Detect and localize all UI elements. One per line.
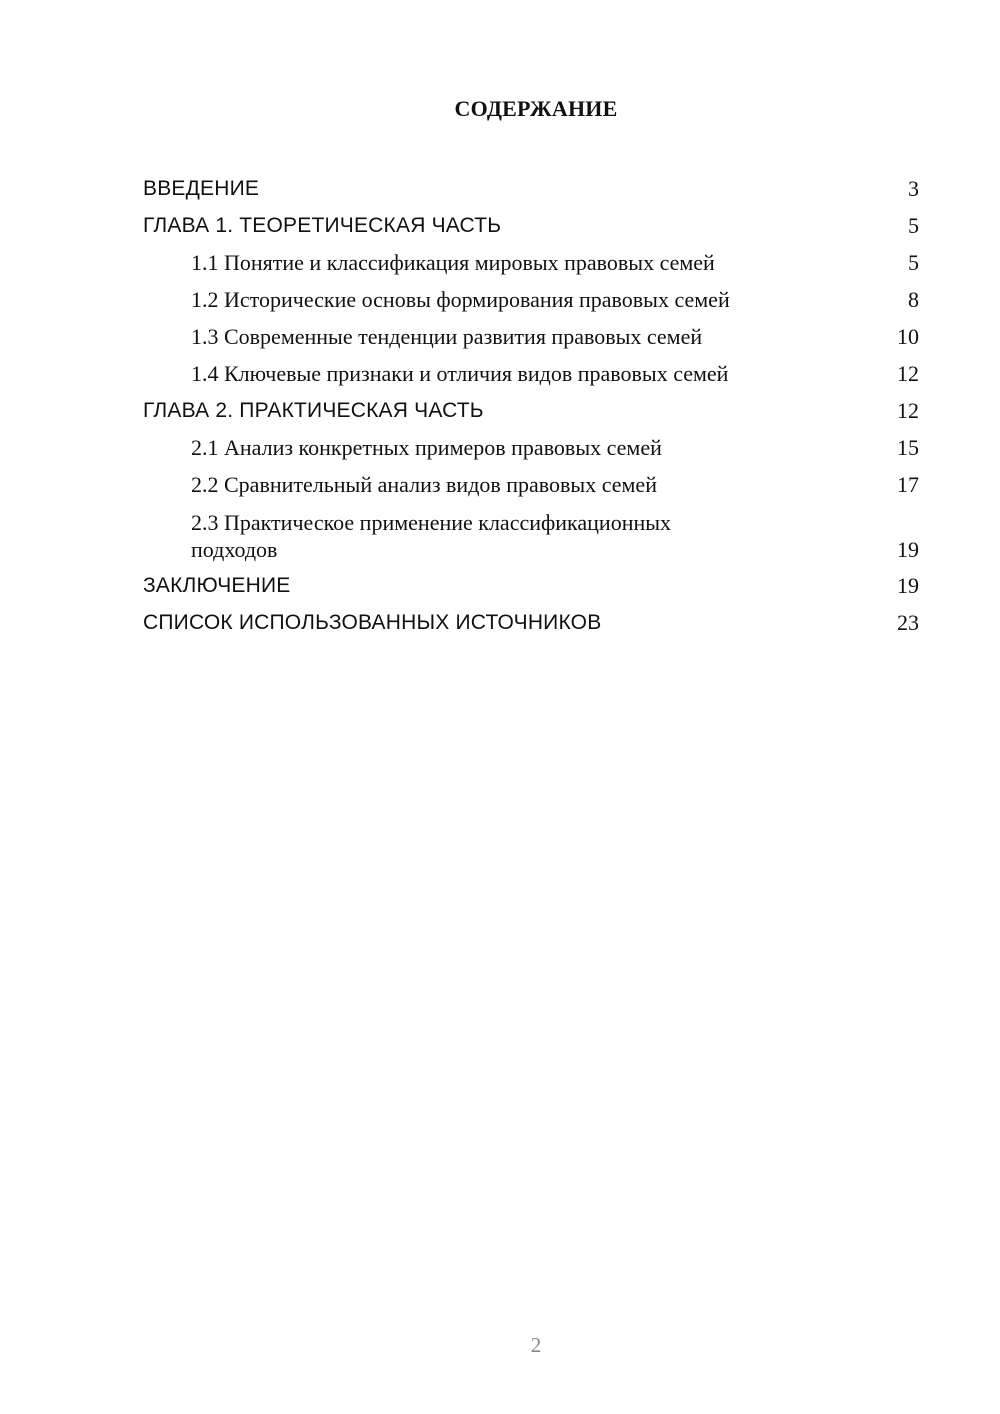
toc-entry-page: 3 xyxy=(908,176,919,201)
toc-entry-section-1-2 xyxy=(143,281,919,318)
page-title: СОДЕРЖАНИЕ xyxy=(454,96,618,121)
toc-entry-references xyxy=(143,604,919,641)
toc-entry-chapter-2 xyxy=(143,392,919,429)
toc-entry-page: 10 xyxy=(897,324,919,349)
toc-entry-section-2-3 xyxy=(143,503,919,567)
toc-entry-introduction xyxy=(143,170,919,207)
toc-entry-label: СПИСОК ИСПОЛЬЗОВАННЫХ ИСТОЧНИКОВ xyxy=(143,611,602,634)
toc-entry-page: 19 xyxy=(897,537,919,562)
toc-entry-label: ГЛАВА 2. ПРАКТИЧЕСКАЯ ЧАСТЬ xyxy=(143,399,484,422)
toc-entry-label: ГЛАВА 1. ТЕОРЕТИЧЕСКАЯ ЧАСТЬ xyxy=(143,214,502,237)
toc-entry-section-2-1 xyxy=(143,429,919,466)
toc-entry-page: 12 xyxy=(897,361,919,386)
toc-entry-label: 1.1 Понятие и классификация мировых правовых семей xyxy=(191,250,715,275)
toc-entry-label: ЗАКЛЮЧЕНИЕ xyxy=(143,574,291,597)
toc-entry-label: 2.2 Сравнительный анализ видов правовых семей xyxy=(191,472,657,497)
toc-entry-section-2-2 xyxy=(143,466,919,503)
page-number: 2 xyxy=(530,1333,542,1357)
toc-entry-conclusion xyxy=(143,567,919,604)
toc-entry-page: 17 xyxy=(897,472,919,497)
toc-entry-label: 2.1 Анализ конкретных примеров правовых семей xyxy=(191,435,662,460)
toc-entry-page: 12 xyxy=(897,398,919,423)
toc-entry-page: 23 xyxy=(897,610,919,635)
toc-entry-page: 5 xyxy=(908,213,919,238)
toc-entry-label: 2.3 Практическое применение классификационных подходов xyxy=(191,510,672,562)
toc-entry-label: 1.2 Исторические основы формирования правовых семей xyxy=(191,287,730,312)
toc-entry-page: 19 xyxy=(897,573,919,598)
table-of-contents xyxy=(143,170,919,641)
toc-entry-label: 1.3 Современные тенденции развития правовых семей xyxy=(191,324,703,349)
toc-entry-chapter-1 xyxy=(143,207,919,244)
toc-entry-page: 8 xyxy=(908,287,919,312)
toc-entry-section-1-4 xyxy=(143,355,919,392)
toc-entry-section-1-3 xyxy=(143,318,919,355)
toc-entry-page: 15 xyxy=(897,435,919,460)
toc-entry-section-1-1 xyxy=(143,244,919,281)
toc-entry-label: 1.4 Ключевые признаки и отличия видов правовых семей xyxy=(191,361,729,386)
toc-entry-label: ВВЕДЕНИЕ xyxy=(143,177,260,200)
toc-entry-page: 5 xyxy=(908,250,919,275)
